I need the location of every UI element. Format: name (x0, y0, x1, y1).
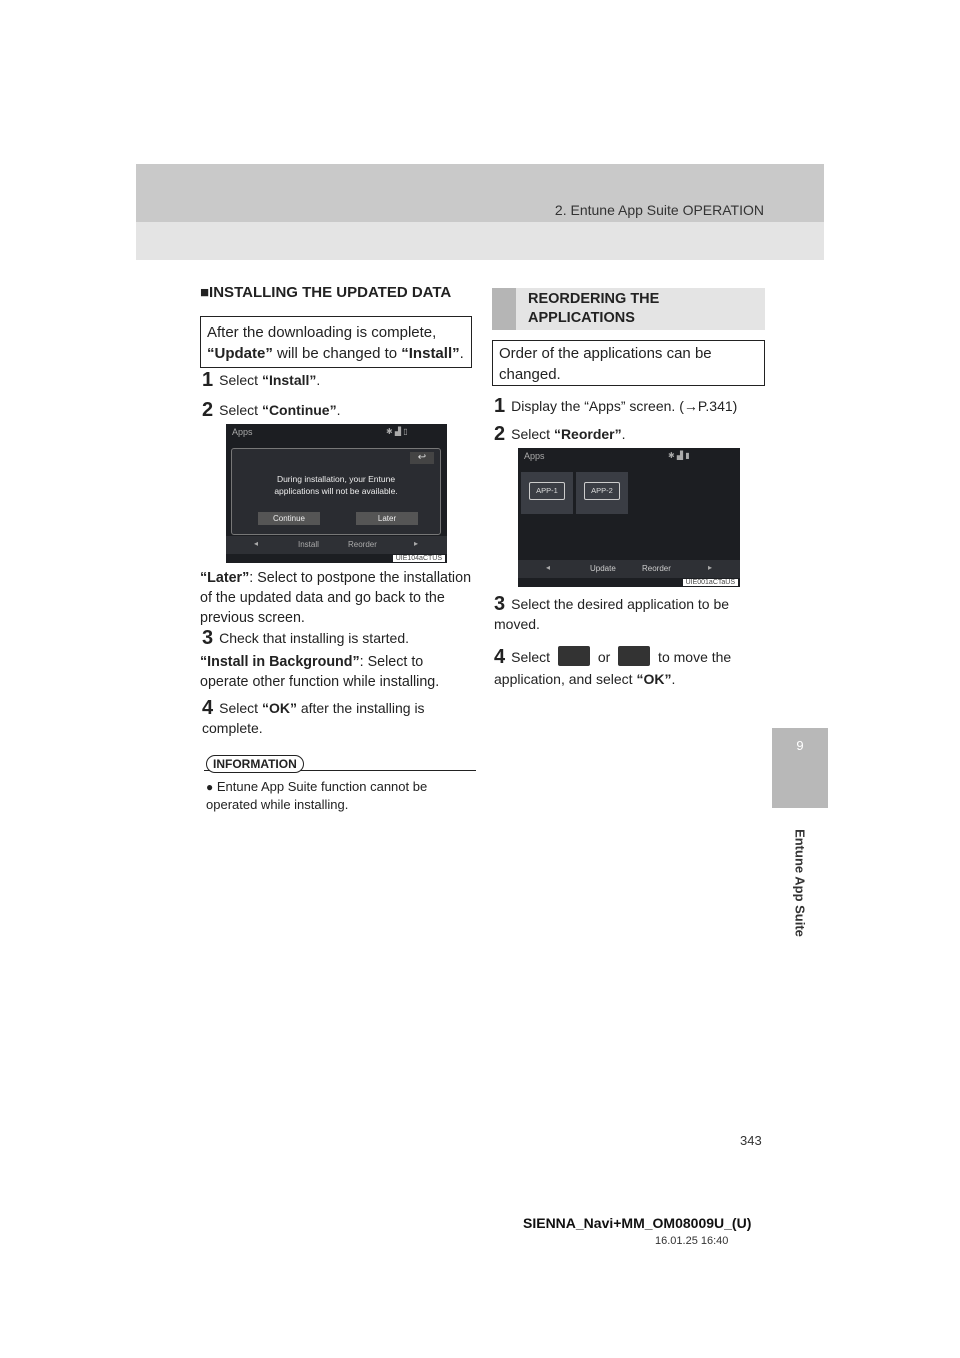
step-bold: “Reorder” (553, 426, 622, 442)
step-text: Select (511, 426, 554, 442)
step-number: 1 (494, 395, 506, 417)
background-note-bold: “Install in Background” (200, 654, 360, 670)
section-title-installing: ■INSTALLING THE UPDATED DATA (200, 284, 452, 301)
section-header-reordering (492, 288, 765, 330)
step-2-continue (202, 400, 340, 420)
apps-screen-image (518, 448, 740, 587)
step-text: Select (219, 372, 262, 388)
step-number: 3 (494, 593, 506, 615)
intro-period: . (459, 345, 464, 362)
right-arrow-icon[interactable]: ▸ (708, 563, 713, 572)
status-icons: ✱ ▟ ▯ (386, 427, 408, 436)
step-bold: “Install” (261, 372, 317, 388)
step-bold: “Continue” (261, 402, 337, 418)
back-icon[interactable]: ↩ (410, 452, 434, 464)
step-2-reorder (494, 424, 626, 444)
step-end: . (316, 372, 321, 388)
step-text: Select (219, 402, 262, 418)
step-number: 2 (494, 423, 506, 445)
intro-install: “Install” (401, 345, 460, 362)
left-arrow-icon[interactable]: ◂ (254, 539, 259, 548)
background-note (200, 652, 474, 692)
step-text-mid: or (593, 649, 615, 665)
step-1-display-apps (494, 396, 737, 416)
later-note (200, 568, 474, 628)
chapter-number: 9 (796, 738, 804, 753)
app-tile-1[interactable] (521, 472, 573, 514)
screen-title: Apps (524, 451, 545, 461)
step-text: Check that installing is started. (219, 630, 409, 646)
background-note-text: : Select to operate other function while installing. (200, 654, 440, 690)
step-number: 2 (202, 399, 214, 421)
info-item: ● Entune App Suite function cannot be operated while installing. (206, 779, 428, 812)
dialog-message: During installation, your Entune applications will not be available. (274, 474, 398, 496)
step-text-post: to move the application, and select (494, 649, 732, 687)
step-number: 4 (494, 646, 506, 668)
later-note-bold: “Later” (200, 570, 250, 586)
information-badge: INFORMATION (206, 755, 304, 773)
dialog-panel (231, 448, 441, 535)
step-end: . (336, 402, 341, 418)
chapter-label: Entune App Suite (792, 829, 808, 937)
app-1-label: APP-1 (529, 482, 565, 500)
chapter-label-tab (772, 808, 828, 958)
step-text: Select the desired application to be moved. (494, 596, 730, 632)
info-text: Entune App Suite function cannot be operated while installing. (206, 779, 428, 812)
intro-box-reordering: Order of the applications can be changed. (492, 340, 765, 386)
image-code: UIE104aCTUS (393, 555, 445, 562)
step-text: Select (511, 649, 554, 665)
status-icons: ✱ ▟ ▮ (668, 451, 690, 460)
reorder-tab[interactable]: Reorder (642, 564, 671, 573)
step-text: Select (219, 700, 262, 716)
intro-text-2: will be changed to (272, 345, 402, 362)
step-3-select-app (494, 594, 766, 634)
right-arrow-icon[interactable]: ▸ (414, 539, 419, 548)
move-left-icon (558, 646, 590, 666)
step-end: . (621, 426, 626, 442)
intro-update: “Update” (207, 345, 273, 362)
step-3-check (202, 628, 409, 648)
intro-text: After the downloading is complete, (207, 324, 437, 341)
header-subband (136, 222, 824, 260)
move-right-icon (618, 646, 650, 666)
later-button[interactable]: Later (356, 512, 418, 525)
step-bold: “OK” (636, 671, 672, 687)
later-note-text: : Select to postpone the installation of the updated data and go back to the previous screen. (200, 570, 472, 626)
intro-box-installing (200, 316, 472, 368)
app-2-label: APP-2 (584, 482, 620, 500)
print-date: 16.01.25 16:40 (655, 1235, 729, 1247)
install-screen-image (226, 424, 447, 563)
page-number: 343 (740, 1133, 762, 1148)
image-code: UIE001aCTaUS (683, 579, 738, 586)
step-end: . (671, 671, 676, 687)
bottom-bar (226, 536, 447, 554)
continue-button[interactable]: Continue (258, 512, 320, 525)
document-code: SIENNA_Navi+MM_OM08009U_(U) (523, 1215, 752, 1231)
step-1-install (202, 370, 320, 390)
step-4-ok (202, 698, 476, 738)
update-tab[interactable]: Update (590, 564, 616, 573)
step-number: 4 (202, 697, 214, 719)
reorder-tab[interactable]: Reorder (348, 540, 377, 549)
chapter-title: 2. Entune App Suite OPERATION (554, 202, 764, 218)
section-title-reordering: REORDERING THE APPLICATIONS (528, 291, 660, 326)
step-number: 1 (202, 369, 214, 391)
chapter-number-tab (772, 728, 828, 808)
step-end: after the installing is complete. (202, 700, 425, 736)
app-tile-2[interactable] (576, 472, 628, 514)
left-arrow-icon[interactable]: ◂ (546, 563, 551, 572)
step-4-move-app (494, 646, 766, 690)
section-header-bar (492, 288, 516, 330)
screen-title: Apps (232, 427, 253, 437)
step-text: Display the “Apps” screen. (→P.341) (511, 398, 738, 414)
bottom-bar (518, 560, 740, 578)
install-tab[interactable]: Install (298, 540, 319, 549)
step-bold: “OK” (261, 700, 297, 716)
step-number: 3 (202, 627, 214, 649)
